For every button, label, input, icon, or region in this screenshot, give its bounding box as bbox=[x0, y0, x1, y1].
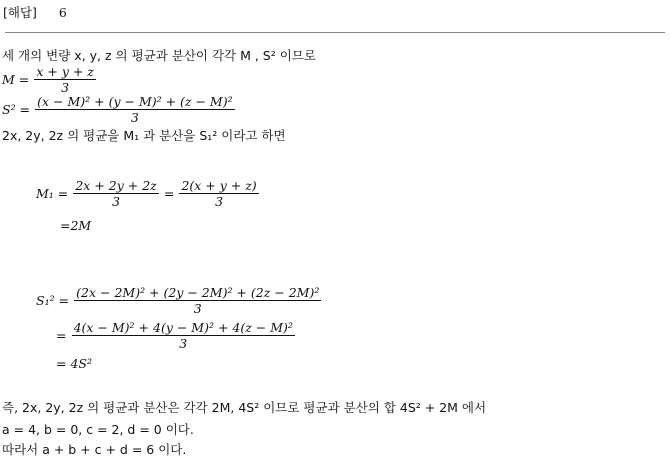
s1-lhs: S₁² = bbox=[36, 293, 70, 308]
m1-denominator-1: 3 bbox=[112, 194, 121, 209]
mean-numerator: x + y + z bbox=[36, 64, 94, 79]
m1-formula bbox=[36, 178, 259, 209]
answer-value: 6 bbox=[58, 5, 67, 20]
conclusion-line-1: 즉, 2x, 2y, 2z 의 평균과 분산은 각각 2M, 4S² 이므로 평균과 분산의 합 4S² + 2M 에서 bbox=[2, 400, 487, 415]
s1-fraction-2 bbox=[72, 320, 295, 351]
m1-numerator-1: 2x + 2y + 2z bbox=[75, 178, 157, 193]
s1-equals-2: = bbox=[56, 328, 67, 343]
conclusion-line-2: a = 4, b = 0, c = 2, d = 0 이다. bbox=[2, 422, 194, 437]
s1-fraction-1 bbox=[74, 285, 321, 316]
answer-label: [해답] bbox=[3, 5, 37, 20]
header-divider bbox=[5, 32, 665, 33]
answer-header bbox=[3, 3, 67, 21]
m1-denominator-2: 3 bbox=[215, 194, 224, 209]
mean-denominator: 3 bbox=[61, 80, 70, 95]
mean-lhs: M = bbox=[2, 72, 30, 87]
variance-formula bbox=[2, 94, 235, 125]
variance-denominator: 3 bbox=[130, 110, 139, 125]
s1-formula bbox=[36, 285, 321, 316]
s1-result: = 4S² bbox=[56, 356, 92, 371]
m1-numerator-2: 2(x + y + z) bbox=[181, 178, 257, 193]
m1-fraction-1 bbox=[73, 178, 158, 209]
definition-line: 2x, 2y, 2z 의 평균을 M₁ 과 분산을 S₁² 이라고 하면 bbox=[2, 128, 286, 143]
variance-lhs: S² = bbox=[2, 102, 31, 117]
mean-fraction bbox=[34, 64, 96, 95]
mean-formula bbox=[2, 64, 96, 95]
intro-line: 세 개의 변량 x, y, z 의 평균과 분산이 각각 M , S² 이므로 bbox=[2, 48, 316, 63]
s1-numerator-2: 4(x − M)² + 4(y − M)² + 4(z − M)² bbox=[73, 320, 293, 335]
s1-numerator-1: (2x − 2M)² + (2y − 2M)² + (2z − 2M)² bbox=[76, 285, 320, 300]
s1-formula-step2 bbox=[56, 320, 295, 351]
m1-fraction-2 bbox=[179, 178, 258, 209]
m1-result: =2M bbox=[60, 218, 92, 233]
s1-denominator-1: 3 bbox=[193, 301, 202, 316]
m1-lhs: M₁ = bbox=[36, 186, 69, 201]
s1-denominator-2: 3 bbox=[179, 336, 188, 351]
variance-fraction bbox=[35, 94, 235, 125]
variance-numerator: (x − M)² + (y − M)² + (z − M)² bbox=[37, 94, 233, 109]
conclusion-line-3: 따라서 a + b + c + d = 6 이다. bbox=[2, 442, 187, 457]
m1-equals: = bbox=[163, 186, 175, 201]
